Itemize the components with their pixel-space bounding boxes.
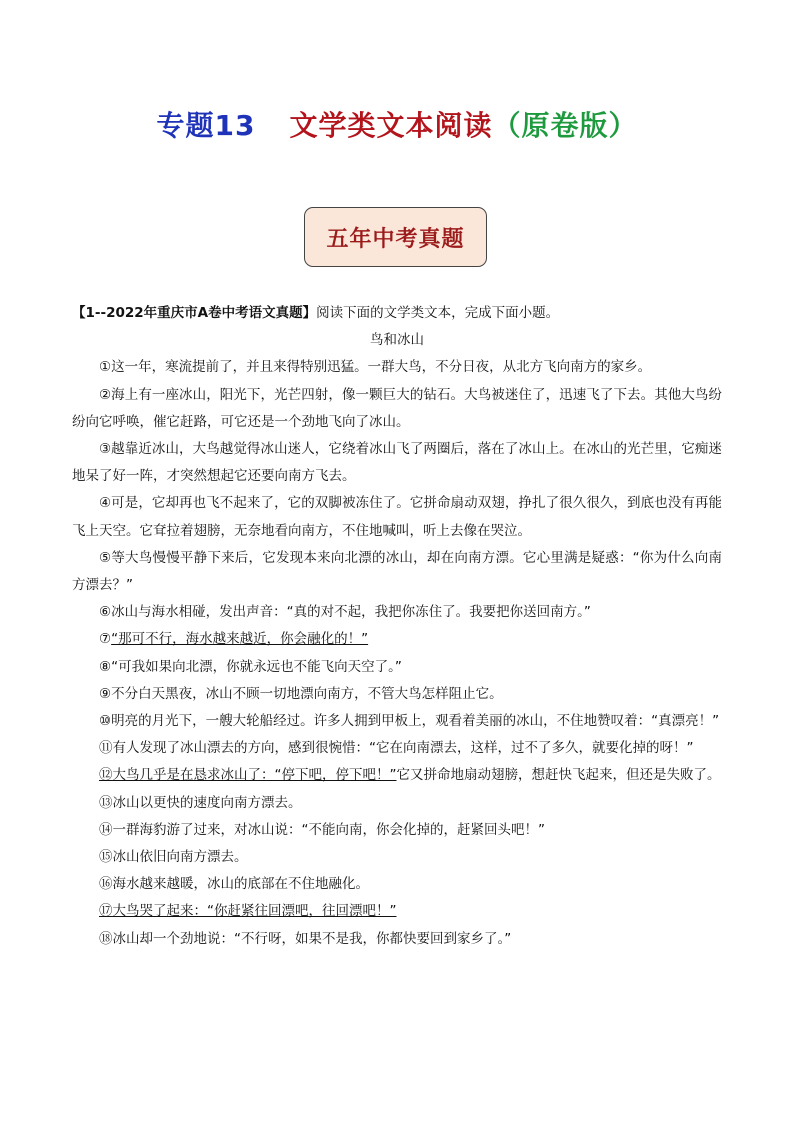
paragraph-7 (72, 626, 722, 653)
paragraph-8: ⑧“可我如果向北漂，你就永远也不能飞向天空了。” (99, 658, 402, 675)
paragraph-13: ⑬冰山以更快的速度向南方漂去。 (99, 794, 302, 811)
paragraph-5: ⑤等大鸟慢慢平静下来后，它发现本来向北漂的冰山，却在向南方漂。它心里满是疑惑：“你为什么向南方漂去？” (72, 549, 722, 594)
underlined-sentence-12: ⑫大鸟几乎是在恳求冰山了：“停下吧，停下吧！” (99, 767, 397, 784)
paragraph-7-number: ⑦ (99, 631, 112, 648)
title-edition: （原卷版） (492, 109, 638, 142)
title-topic-number: 专题13 (156, 109, 256, 142)
question-source: 【1--2022年重庆市A卷中考语文真题】 (72, 305, 317, 321)
paragraph-1: ①这一年，寒流提前了，并且来得特别迅猛。一群大鸟，不分日夜，从北方飞向南方的家乡。 (99, 359, 652, 376)
question-header (72, 300, 722, 327)
paragraph-17 (72, 898, 722, 925)
paragraph-12 (72, 762, 722, 789)
question-content (72, 300, 722, 953)
paragraph-18: ⑱冰山却一个劲地说：“不行呀，如果不是我，你都快要回到家乡了。” (99, 930, 512, 947)
paragraph-12-rest: 它又拼命地扇动翅膀，想赶快飞起来，但还是失败了。 (396, 767, 721, 784)
article-title: 鸟和冰山 (370, 332, 424, 349)
paragraph-15: ⑮冰山依旧向南方漂去。 (99, 849, 248, 866)
question-instruction: 阅读下面的文学类文本，完成下面小题。 (316, 305, 560, 321)
paragraph-14: ⑭一群海豹游了过来，对冰山说：“不能向南，你会化掉的，赶紧回头吧！” (99, 821, 545, 838)
paragraph-16: ⑯海水越来越暖，冰山的底部在不住地融化。 (99, 876, 369, 893)
paragraph-10: ⑩明亮的月光下，一艘大轮船经过。许多人拥到甲板上，观看着美丽的冰山，不住地赞叹着：“真漂亮！” (99, 713, 720, 730)
page-title (0, 104, 794, 144)
paragraph-9: ⑨不分白天黑夜，冰山不顾一切地漂向南方，不管大鸟怎样阻止它。 (99, 685, 503, 702)
paragraph-11: ⑪有人发现了冰山漂去的方向，感到很惋惜：“它在向南漂去，这样，过不了多久，就要化掉的呀！” (99, 740, 694, 757)
paragraph-2: ②海上有一座冰山，阳光下，光芒四射，像一颗巨大的钻石。大鸟被迷住了，迅速飞了下去。其他大鸟纷纷向它呼唤，催它赶路，可它还是一个劲地飞向了冰山。 (72, 386, 722, 430)
paragraph-4: ④可是，它却再也飞不起来了，它的双脚被冻住了。它拼命扇动双翅，挣扎了很久很久，到底也没有再能飞上天空。它耷拉着翅膀，无奈地看向南方，不住地喊叫，听上去像在哭泣。 (72, 495, 722, 539)
underlined-sentence-7: “那可不行，海水越来越近，你会融化的！” (111, 631, 369, 648)
paragraph-3: ③越靠近冰山，大鸟越觉得冰山迷人，它绕着冰山飞了两圈后，落在了冰山上。在冰山的光芒里，它痴迷地呆了好一阵，才突然想起它还要向南方飞去。 (72, 441, 722, 485)
section-badge: 五年中考真题 (304, 207, 487, 267)
title-topic-name: 文学类文本阅读 (289, 109, 493, 142)
paragraph-6: ⑥冰山与海水相碰，发出声音：“真的对不起，我把你冻住了。我要把你送回南方。” (99, 604, 591, 621)
underlined-sentence-17: ⑰大鸟哭了起来：“你赶紧往回漂吧，往回漂吧！” (99, 903, 397, 920)
